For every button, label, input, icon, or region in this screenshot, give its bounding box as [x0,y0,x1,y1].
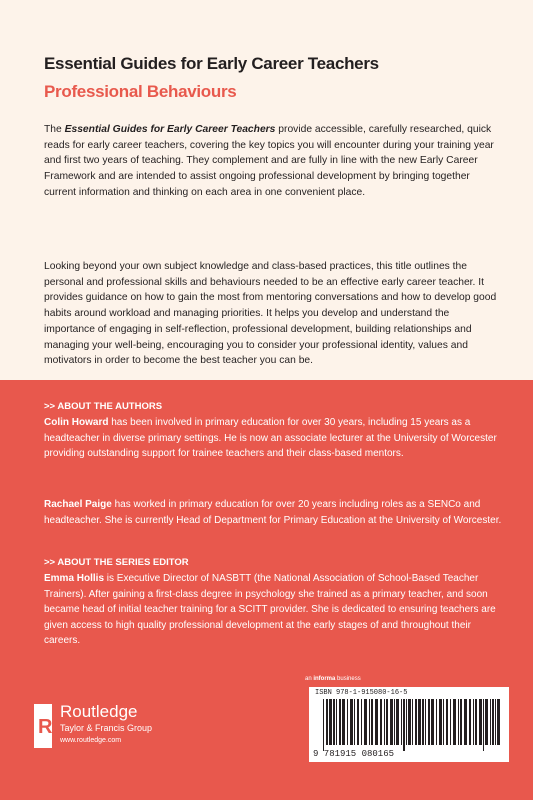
barcode-bars [323,699,503,751]
barcode-bar [431,699,434,745]
barcode-bar [446,699,448,745]
lower-section [0,380,533,800]
barcode-bar [483,699,484,751]
book-title: Professional Behaviours [44,82,237,101]
blurb-paragraph-2: Looking beyond your own subject knowledge and class-based practices, this title outlines the personal and professional skills and behaviours needed to be an effective early career teacher. It provides guidance on how to gain the most from mentoring conversations and how to develop good habits around workload and managing priorities. It helps you develop and understand the importance of engaging in self-reflection, professional development, building relationships and managing your well-being, encouraging you to consider your professional identity, values and motivators in order to become the best teacher you can be. [44,261,497,367]
informa-business-label: an informa business [305,676,361,682]
barcode-bar [485,699,488,745]
about-authors-heading: >> ABOUT THE AUTHORS [44,401,163,412]
barcode-bar [425,699,426,745]
barcode-bar [464,699,467,745]
barcode-bar [350,699,353,745]
barcode-bar [495,699,496,745]
barcode-bar [380,699,382,745]
barcode-bar [369,699,370,745]
barcode-bar [439,699,442,745]
barcode-bar [390,699,393,745]
barcode-bar [428,699,430,745]
publisher-url: www.routledge.com [60,737,122,744]
barcode-bar [364,699,367,745]
barcode-bar [443,699,444,745]
barcode-bar [375,699,378,745]
barcode [309,687,509,762]
author-2-name: Rachael Paige [44,499,112,510]
publisher-name: Routledge [60,702,138,721]
barcode-bar [473,699,474,745]
barcode-bar [479,699,482,745]
barcode-bar [394,699,395,745]
barcode-bar [418,699,421,745]
author-2-bio: Rachael Paige has worked in primary education for over 20 years including roles as a SENCo and headteacher. She is currently Head of Department for Primary Education at the University of Worcester. [44,499,502,526]
barcode-bar [475,699,477,745]
series-title: Essential Guides for Early Career Teachers [44,54,379,73]
barcode-bar [371,699,373,745]
barcode-bar [326,699,328,745]
barcode-bar [403,699,405,751]
author-1-name: Colin Howard [44,417,109,428]
barcode-bar [422,699,424,745]
barcode-bar [406,699,407,745]
barcode-bar [458,699,459,745]
barcode-bar [333,699,335,745]
editor-name: Emma Hollis [44,573,105,584]
barcode-bar [453,699,456,745]
series-name-emphasis: Essential Guides for Early Career Teachers [64,124,276,135]
blurb-paragraph-1: The Essential Guides for Early Career Teachers provide accessible, carefully researched, quick reads for early career teachers, covering the key topics you will encounter during your training year and first two years of teaching. They complement and are fully in line with the new Early Career Framework and are intended to assist ongoing professional development by bringing together current information and thinking on each area in one convenient place. [44,124,494,198]
barcode-bar [412,699,413,745]
routledge-logo [34,702,194,754]
barcode-bar [401,699,402,745]
barcode-bar [329,699,332,745]
barcode-bar [384,699,385,745]
editor-bio: Emma Hollis is Executive Director of NASBTT (the National Association of School-Based Teacher Trainers). After gaining a first-class degree in psychology she trained as a primary teacher, and soon became head of initial teacher training for a SCITT provider. She is dedicated to ensuring teachers are given access to high quality professional development at the early stages of and throughout their careers. [44,573,496,647]
barcode-bar [323,699,324,751]
about-editor-heading: >> ABOUT THE SERIES EDITOR [44,557,189,568]
barcode-bar [408,699,411,745]
barcode-bar [342,699,345,745]
barcode-bar [339,699,341,745]
barcode-bar [492,699,494,745]
barcode-bar [469,699,471,745]
barcode-bar [386,699,388,745]
barcode-bar [361,699,362,745]
barcode-number: 9 781915 080165 [313,749,395,759]
barcode-bar [497,699,500,745]
barcode-bar [436,699,437,745]
author-1-bio: Colin Howard has been involved in primary education for over 30 years, including 15 years as a headteacher in diverse primary settings. He is now an associate lecturer at the University of Worcester providing outstanding support for trainee teachers and their class-based mentors. [44,417,497,460]
barcode-bar [354,699,355,745]
barcode-bar [415,699,417,745]
barcode-bar [460,699,462,745]
upper-section [0,0,533,380]
barcode-bar [347,699,348,745]
barcode-bar [396,699,399,745]
publisher-group: Taylor & Francis Group [60,723,153,733]
barcode-bar [357,699,359,745]
barcode-bar [490,699,491,745]
barcode-bar [336,699,337,745]
barcode-bar [450,699,451,745]
isbn-text: ISBN 978-1-915080-16-5 [315,689,408,697]
routledge-r-icon: R [34,704,52,748]
